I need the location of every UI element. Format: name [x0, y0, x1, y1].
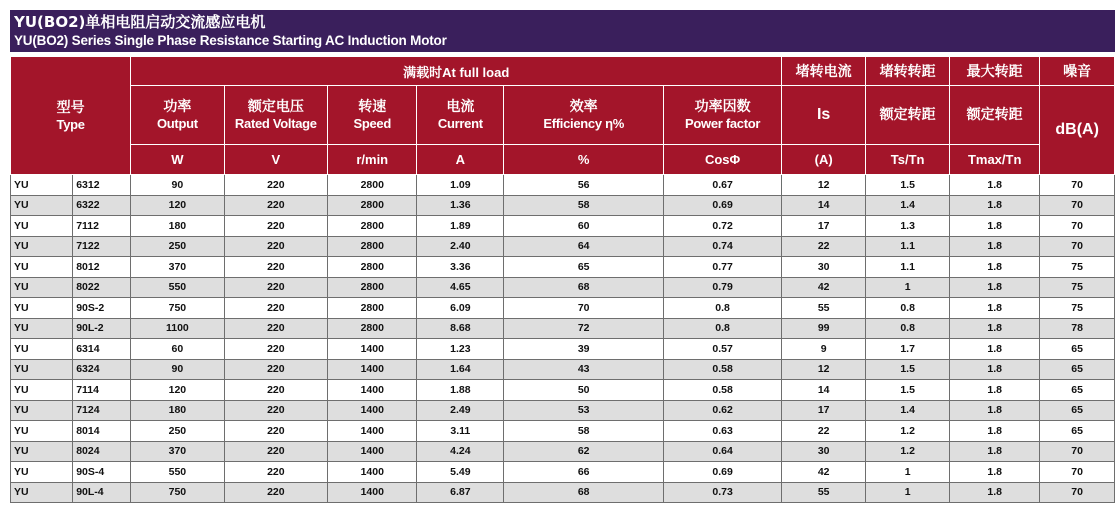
header-max-torque: 最大转距 [950, 57, 1040, 86]
locked-torque-cell: 1.1 [866, 257, 950, 278]
table-row [11, 195, 1115, 216]
speed-cell: 1400 [328, 421, 417, 442]
model-prefix: YU [11, 421, 73, 442]
max-torque-cell: 1.8 [950, 339, 1040, 360]
locked-torque-cell: 1.2 [866, 421, 950, 442]
locked-current-cell: 9 [782, 339, 866, 360]
model-code: 8012 [73, 257, 131, 278]
header-noise-unit: dB(A) [1040, 86, 1115, 175]
voltage-cell: 220 [224, 277, 328, 298]
rated-torque-2-label: 额定转距 [966, 107, 1023, 123]
power-factor-cell: 0.72 [664, 216, 782, 237]
voltage-cell: 220 [224, 236, 328, 257]
table-row [11, 421, 1115, 442]
speed-cell: 2800 [328, 216, 417, 237]
output-cell: 370 [131, 257, 224, 278]
locked-torque-cell: 0.8 [866, 318, 950, 339]
noise-cell: 70 [1040, 441, 1115, 462]
max-torque-cell: 1.8 [950, 277, 1040, 298]
locked-current-cell: 17 [782, 216, 866, 237]
model-code: 7122 [73, 236, 131, 257]
header-output-en: Output [156, 116, 198, 131]
header-current [417, 86, 504, 145]
model-code: 6324 [73, 359, 131, 380]
efficiency-cell: 66 [504, 462, 664, 483]
current-cell: 1.64 [417, 359, 504, 380]
power-factor-cell: 0.69 [664, 195, 782, 216]
noise-cell: 75 [1040, 298, 1115, 319]
locked-current-cell: 55 [782, 298, 866, 319]
voltage-cell: 220 [224, 380, 328, 401]
model-prefix: YU [11, 482, 73, 503]
power-factor-cell: 0.69 [664, 462, 782, 483]
power-factor-cell: 0.79 [664, 277, 782, 298]
locked-current-cell: 30 [782, 441, 866, 462]
header-power-factor [664, 86, 782, 145]
header-output-zh: 功率 [163, 99, 192, 115]
locked-current-cell: 14 [782, 195, 866, 216]
model-code: 8022 [73, 277, 131, 298]
voltage-cell: 220 [224, 195, 328, 216]
table-body [11, 175, 1115, 503]
model-prefix: YU [11, 257, 73, 278]
speed-cell: 2800 [328, 298, 417, 319]
table-row [11, 175, 1115, 196]
model-code: 90L-2 [73, 318, 131, 339]
model-code: 8014 [73, 421, 131, 442]
max-torque-cell: 1.8 [950, 462, 1040, 483]
output-cell: 120 [131, 195, 224, 216]
header-efficiency-zh: 效率 [569, 99, 598, 115]
header-locked-torque: 堵转转距 [866, 57, 950, 86]
efficiency-cell: 62 [504, 441, 664, 462]
output-cell: 550 [131, 277, 224, 298]
unit-rpm: r/min [328, 145, 417, 175]
power-factor-cell: 0.62 [664, 400, 782, 421]
table-row [11, 257, 1115, 278]
header-pf-en: Power factor [685, 116, 761, 131]
title-bar [10, 10, 1115, 52]
noise-cell: 70 [1040, 236, 1115, 257]
voltage-cell: 220 [224, 298, 328, 319]
locked-torque-cell: 1.1 [866, 236, 950, 257]
output-cell: 750 [131, 298, 224, 319]
locked-current-cell: 42 [782, 277, 866, 298]
locked-torque-cell: 1.2 [866, 441, 950, 462]
locked-current-cell: 30 [782, 257, 866, 278]
model-prefix: YU [11, 298, 73, 319]
header-current-zh: 电流 [446, 99, 475, 115]
current-cell: 8.68 [417, 318, 504, 339]
table-row [11, 482, 1115, 503]
locked-current-cell: 22 [782, 421, 866, 442]
unit-v: V [224, 145, 328, 175]
output-cell: 90 [131, 175, 224, 196]
model-code: 90S-2 [73, 298, 131, 319]
table-row [11, 400, 1115, 421]
locked-torque-cell: 1.4 [866, 195, 950, 216]
header-current-en: Current [437, 116, 483, 131]
power-factor-cell: 0.67 [664, 175, 782, 196]
voltage-cell: 220 [224, 339, 328, 360]
model-prefix: YU [11, 441, 73, 462]
current-cell: 1.88 [417, 380, 504, 401]
header-efficiency-en: Efficiency η% [543, 116, 624, 131]
voltage-cell: 220 [224, 175, 328, 196]
voltage-cell: 220 [224, 359, 328, 380]
speed-cell: 2800 [328, 195, 417, 216]
header-type-zh: 型号 [56, 99, 85, 116]
voltage-cell: 220 [224, 400, 328, 421]
model-prefix: YU [11, 216, 73, 237]
power-factor-cell: 0.58 [664, 359, 782, 380]
efficiency-cell: 43 [504, 359, 664, 380]
unit-pct: % [504, 145, 664, 175]
output-cell: 60 [131, 339, 224, 360]
efficiency-cell: 60 [504, 216, 664, 237]
max-torque-cell: 1.8 [950, 421, 1040, 442]
efficiency-cell: 64 [504, 236, 664, 257]
noise-cell: 65 [1040, 339, 1115, 360]
output-cell: 180 [131, 400, 224, 421]
output-cell: 250 [131, 236, 224, 257]
noise-cell: 70 [1040, 462, 1115, 483]
current-cell: 5.49 [417, 462, 504, 483]
model-prefix: YU [11, 380, 73, 401]
max-torque-cell: 1.8 [950, 257, 1040, 278]
model-code: 7124 [73, 400, 131, 421]
efficiency-cell: 68 [504, 277, 664, 298]
current-cell: 3.36 [417, 257, 504, 278]
output-cell: 750 [131, 482, 224, 503]
model-prefix: YU [11, 277, 73, 298]
power-factor-cell: 0.57 [664, 339, 782, 360]
efficiency-cell: 70 [504, 298, 664, 319]
locked-torque-cell: 1.5 [866, 380, 950, 401]
efficiency-cell: 58 [504, 195, 664, 216]
efficiency-cell: 39 [504, 339, 664, 360]
efficiency-cell: 53 [504, 400, 664, 421]
noise-cell: 70 [1040, 482, 1115, 503]
current-cell: 3.11 [417, 421, 504, 442]
model-prefix: YU [11, 400, 73, 421]
model-code: 7114 [73, 380, 131, 401]
motor-spec-table [10, 56, 1115, 503]
power-factor-cell: 0.77 [664, 257, 782, 278]
header-noise: 噪音 [1040, 57, 1115, 86]
efficiency-cell: 50 [504, 380, 664, 401]
current-cell: 1.23 [417, 339, 504, 360]
output-cell: 1100 [131, 318, 224, 339]
locked-current-cell: 42 [782, 462, 866, 483]
output-cell: 180 [131, 216, 224, 237]
output-cell: 370 [131, 441, 224, 462]
noise-cell: 65 [1040, 400, 1115, 421]
current-cell: 1.89 [417, 216, 504, 237]
header-rated-torque-2 [950, 86, 1040, 145]
power-factor-cell: 0.58 [664, 380, 782, 401]
locked-current-cell: 12 [782, 359, 866, 380]
speed-cell: 1400 [328, 339, 417, 360]
speed-cell: 1400 [328, 462, 417, 483]
speed-cell: 2800 [328, 257, 417, 278]
model-code: 7112 [73, 216, 131, 237]
model-code: 90S-4 [73, 462, 131, 483]
locked-current-cell: 99 [782, 318, 866, 339]
max-torque-cell: 1.8 [950, 359, 1040, 380]
table-row [11, 441, 1115, 462]
speed-cell: 2800 [328, 236, 417, 257]
title-english: YU(BO2) Series Single Phase Resistance Starting AC Induction Motor [14, 33, 447, 48]
table-row [11, 236, 1115, 257]
max-torque-cell: 1.8 [950, 298, 1040, 319]
power-factor-cell: 0.8 [664, 318, 782, 339]
header-type [11, 57, 131, 175]
model-prefix: YU [11, 359, 73, 380]
locked-torque-cell: 1.3 [866, 216, 950, 237]
noise-cell: 70 [1040, 195, 1115, 216]
noise-cell: 75 [1040, 277, 1115, 298]
current-cell: 2.40 [417, 236, 504, 257]
voltage-cell: 220 [224, 318, 328, 339]
noise-cell: 70 [1040, 175, 1115, 196]
unit-is: (A) [782, 145, 866, 175]
current-cell: 1.09 [417, 175, 504, 196]
max-torque-cell: 1.8 [950, 400, 1040, 421]
table-row [11, 380, 1115, 401]
locked-current-cell: 55 [782, 482, 866, 503]
model-code: 8024 [73, 441, 131, 462]
max-torque-cell: 1.8 [950, 441, 1040, 462]
noise-cell: 65 [1040, 421, 1115, 442]
table-row [11, 462, 1115, 483]
locked-torque-cell: 1.5 [866, 359, 950, 380]
max-torque-cell: 1.8 [950, 318, 1040, 339]
model-prefix: YU [11, 175, 73, 196]
header-voltage [224, 86, 328, 145]
model-prefix: YU [11, 462, 73, 483]
max-torque-cell: 1.8 [950, 175, 1040, 196]
unit-cos: CosΦ [664, 145, 782, 175]
locked-current-cell: 17 [782, 400, 866, 421]
noise-cell: 78 [1040, 318, 1115, 339]
noise-cell: 70 [1040, 216, 1115, 237]
table-row [11, 216, 1115, 237]
model-code: 6314 [73, 339, 131, 360]
voltage-cell: 220 [224, 421, 328, 442]
speed-cell: 1400 [328, 482, 417, 503]
max-torque-cell: 1.8 [950, 216, 1040, 237]
current-cell: 6.87 [417, 482, 504, 503]
current-cell: 6.09 [417, 298, 504, 319]
model-prefix: YU [11, 339, 73, 360]
locked-torque-cell: 1 [866, 482, 950, 503]
efficiency-cell: 56 [504, 175, 664, 196]
model-prefix: YU [11, 236, 73, 257]
max-torque-cell: 1.8 [950, 236, 1040, 257]
max-torque-cell: 1.8 [950, 195, 1040, 216]
unit-w: W [131, 145, 224, 175]
locked-torque-cell: 1.4 [866, 400, 950, 421]
header-output [131, 86, 224, 145]
header-speed-zh: 转速 [358, 99, 387, 115]
power-factor-cell: 0.64 [664, 441, 782, 462]
locked-torque-cell: 0.8 [866, 298, 950, 319]
efficiency-cell: 58 [504, 421, 664, 442]
efficiency-cell: 68 [504, 482, 664, 503]
noise-cell: 75 [1040, 257, 1115, 278]
locked-current-cell: 12 [782, 175, 866, 196]
table-row [11, 339, 1115, 360]
header-speed [328, 86, 417, 145]
header-voltage-zh: 额定电压 [247, 99, 304, 115]
output-cell: 250 [131, 421, 224, 442]
power-factor-cell: 0.74 [664, 236, 782, 257]
current-cell: 4.65 [417, 277, 504, 298]
efficiency-cell: 72 [504, 318, 664, 339]
locked-torque-cell: 1 [866, 462, 950, 483]
voltage-cell: 220 [224, 257, 328, 278]
unit-a: A [417, 145, 504, 175]
header-full-load: 满载时At full load [131, 57, 782, 86]
unit-ts: Ts/Tn [866, 145, 950, 175]
locked-current-cell: 14 [782, 380, 866, 401]
output-cell: 120 [131, 380, 224, 401]
model-prefix: YU [11, 318, 73, 339]
noise-cell: 65 [1040, 359, 1115, 380]
header-speed-en: Speed [353, 116, 391, 131]
table-row [11, 318, 1115, 339]
header-locked-current: 堵转电流 [782, 57, 866, 86]
output-cell: 550 [131, 462, 224, 483]
table-row [11, 359, 1115, 380]
rated-torque-1-label: 额定转距 [879, 107, 936, 123]
current-cell: 4.24 [417, 441, 504, 462]
header-rated-torque-1 [866, 86, 950, 145]
table-row [11, 277, 1115, 298]
locked-torque-cell: 1.5 [866, 175, 950, 196]
unit-tmax: Tmax/Tn [950, 145, 1040, 175]
speed-cell: 1400 [328, 400, 417, 421]
header-voltage-en: Rated Voltage [234, 116, 317, 131]
locked-torque-cell: 1 [866, 277, 950, 298]
output-cell: 90 [131, 359, 224, 380]
header-pf-zh: 功率因数 [694, 99, 751, 115]
speed-cell: 1400 [328, 359, 417, 380]
header-is: Is [782, 86, 866, 145]
voltage-cell: 220 [224, 441, 328, 462]
speed-cell: 1400 [328, 380, 417, 401]
efficiency-cell: 65 [504, 257, 664, 278]
table-row [11, 298, 1115, 319]
max-torque-cell: 1.8 [950, 380, 1040, 401]
title-chinese: YU(BO2)单相电阻启动交流感应电机 [14, 13, 266, 31]
locked-torque-cell: 1.7 [866, 339, 950, 360]
speed-cell: 2800 [328, 175, 417, 196]
header-type-en: Type [56, 116, 85, 132]
voltage-cell: 220 [224, 462, 328, 483]
max-torque-cell: 1.8 [950, 482, 1040, 503]
locked-current-cell: 22 [782, 236, 866, 257]
power-factor-cell: 0.73 [664, 482, 782, 503]
noise-cell: 65 [1040, 380, 1115, 401]
voltage-cell: 220 [224, 482, 328, 503]
model-prefix: YU [11, 195, 73, 216]
model-code: 90L-4 [73, 482, 131, 503]
power-factor-cell: 0.63 [664, 421, 782, 442]
current-cell: 1.36 [417, 195, 504, 216]
power-factor-cell: 0.8 [664, 298, 782, 319]
speed-cell: 1400 [328, 441, 417, 462]
speed-cell: 2800 [328, 318, 417, 339]
voltage-cell: 220 [224, 216, 328, 237]
model-code: 6322 [73, 195, 131, 216]
model-code: 6312 [73, 175, 131, 196]
current-cell: 2.49 [417, 400, 504, 421]
speed-cell: 2800 [328, 277, 417, 298]
header-efficiency [504, 86, 664, 145]
